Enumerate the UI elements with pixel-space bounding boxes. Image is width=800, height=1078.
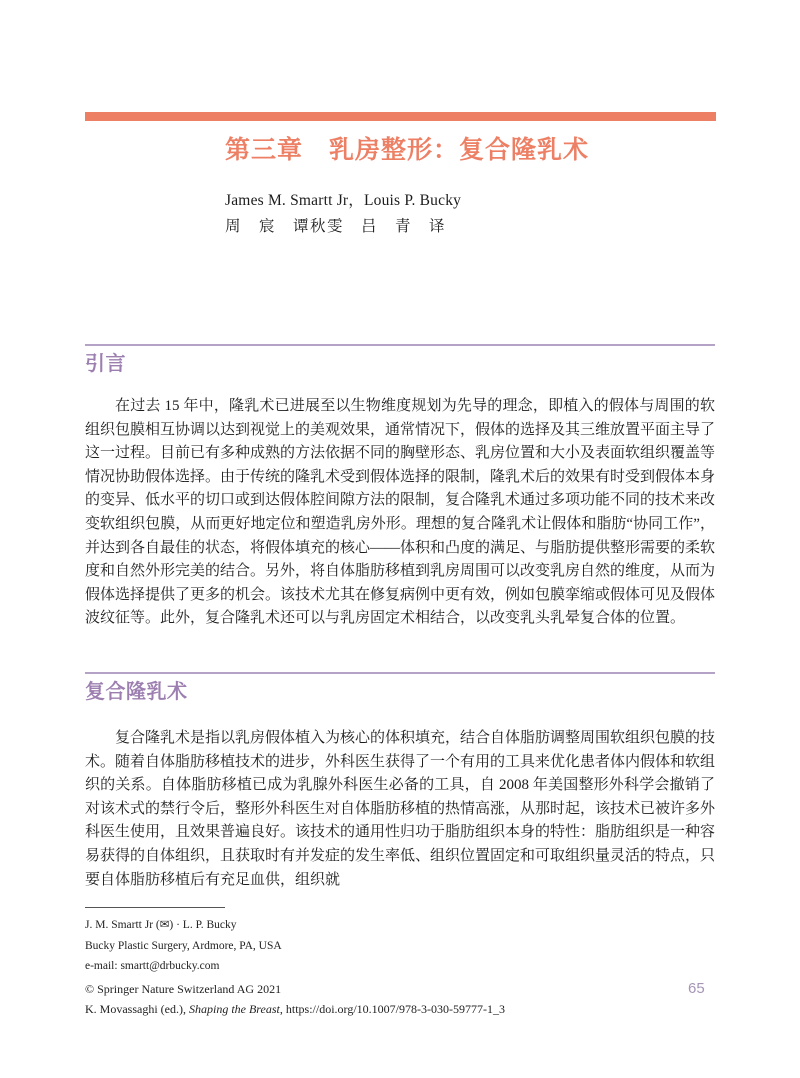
citation-doi: , https://doi.org/10.1007/978-3-030-59777-1_3 [279, 1002, 505, 1016]
copyright-line: © Springer Nature Switzerland AG 2021 [85, 982, 282, 996]
citation-line [85, 999, 685, 1019]
page-number: 65 [688, 980, 705, 997]
section-body-introduction: 在过去 15 年中，隆乳术已进展至以生物维度规划为先导的理念，即植入的假体与周围的软组织包膜相互协调以达到视觉上的美观效果，通常情况下，假体的选择及其三维放置平面主导了这一过程。目前已有多种成熟的方法依据不同的胸壁形态、乳房位置和大小及表面软组织覆盖等情况协助假体选择。由于传统的隆乳术受到假体选择的限制，隆乳术后的效果有时受到假体本身的变异、低水平的切口或到达假体腔间隙方法的限制，复合隆乳术通过多项功能不同的技术来改变软组织包膜，从而更好地定位和塑造乳房外形。理想的复合隆乳术让假体和脂肪“协同工作”，并达到各自最佳的状态，将假体填充的核心——体积和凸度的满足、与脂肪提供整形需要的柔软度和自然外形完美的结合。另外，将自体脂肪移植到乳房周围可以改变乳房自然的维度，从而为假体选择提供了更多的机会。该技术尤其在修复病例中更有效，例如包膜挛缩或假体可见及假体波纹征等。此外，复合隆乳术还可以与乳房固定术相结合，以改变乳头乳晕复合体的位置。 [85, 398, 716, 627]
section-rule [85, 672, 715, 674]
chapter-authors: James M. Smartt Jr，Louis P. Bucky [225, 192, 462, 209]
footnote-email: e-mail: smartt@drbucky.com [85, 960, 220, 972]
footnote-rule [85, 907, 225, 908]
section-composite-augmentation [85, 672, 715, 892]
imprint-footer [85, 979, 685, 1019]
section-heading-composite-augmentation: 复合隆乳术 [85, 681, 188, 703]
section-body-composite-augmentation: 复合隆乳术是指以乳房假体植入为核心的体积填充，结合自体脂肪调整周围软组织包膜的技术。随着自体脂肪移植技术的进步，外科医生获得了一个有用的工具来优化患者体内假体和软组织的关系。自体脂肪移植已成为乳腺外科医生必备的工具，自 2008 年美国整形外科学会撤销了对该术式的禁行令后，整形外科医生对自体脂肪移植的热情高涨，从那时起，该技术已被许多外科医生使用，且效果普遍良好。该技术的通用性归功于脂肪组织本身的特性：脂肪组织是一种容易获得的自体组织，且获取时有并发症的发生率低、组织位置固定和可取组织量灵活的特点，只要自体脂肪移植后有充足血供，组织就 [85, 730, 716, 888]
citation-book-title: Shaping the Breast [188, 1002, 280, 1016]
author-footnote [85, 907, 505, 977]
chapter-title: 第三章 乳房整形：复合隆乳术 [225, 136, 590, 164]
chapter-translators: 周 宸 谭秋雯 吕 青 译 [225, 218, 447, 235]
section-introduction [85, 344, 715, 631]
footnote-affiliation: Bucky Plastic Surgery, Ardmore, PA, USA [85, 939, 282, 952]
footnote-correspondence: J. M. Smartt Jr (✉) · L. P. Bucky [85, 919, 237, 931]
section-rule [85, 344, 715, 346]
chapter-accent-bar [85, 112, 716, 121]
section-heading-introduction: 引言 [85, 353, 126, 375]
citation-editor: K. Movassaghi (ed.), [85, 1002, 189, 1016]
